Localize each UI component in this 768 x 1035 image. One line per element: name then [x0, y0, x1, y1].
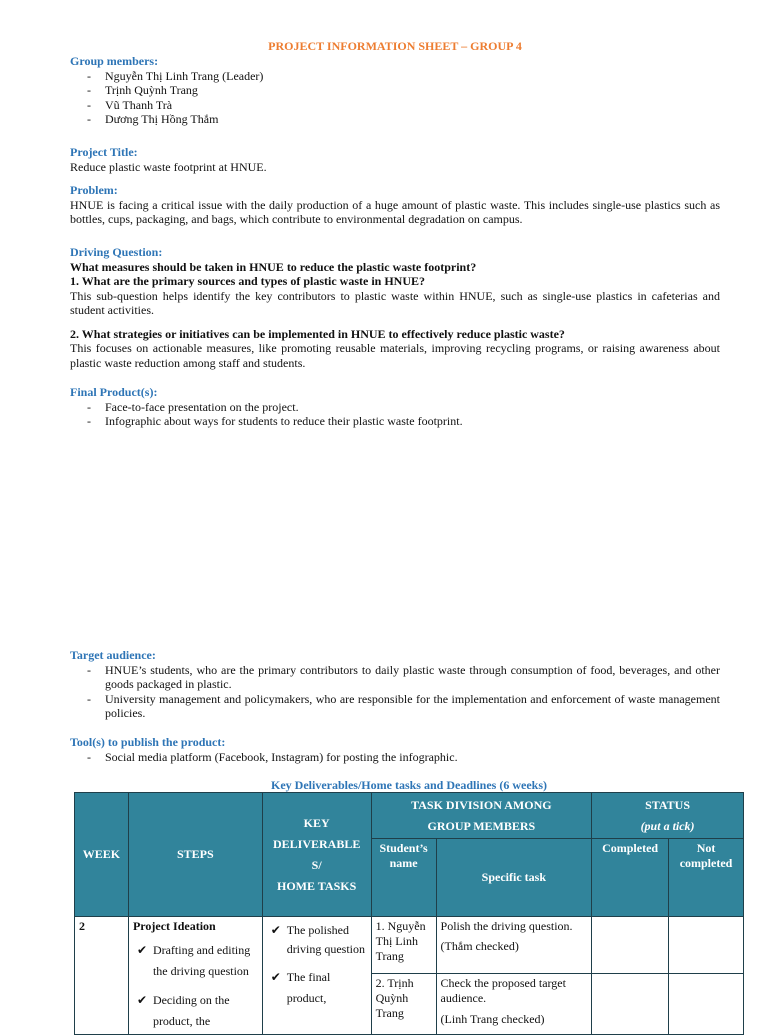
- completed-cell[interactable]: [592, 974, 669, 1035]
- table-title: Key Deliverables/Home tasks and Deadlines (6 weeks): [271, 778, 547, 792]
- sub-question-1-text: This sub-question helps identify the key contributors to plastic waste within HNUE, such as single-use plastics in cafeterias and student activities.: [70, 288, 720, 317]
- header-steps: STEPS: [128, 793, 262, 917]
- header-not-completed: Not completed: [669, 839, 744, 917]
- tools-section: [70, 735, 720, 764]
- deliverable-item: ✔ The final product,: [267, 967, 367, 1009]
- header-specific-task: Specific task: [436, 839, 592, 917]
- step-item: ✔ Drafting and editing the driving question: [133, 940, 258, 982]
- member-name-cell: 2. Trịnh Quỳnh Trang: [371, 974, 436, 1035]
- product-item: - Infographic about ways for students to reduce their plastic waste footprint.: [70, 414, 720, 429]
- member-task-cell: Check the proposed target audience. (Linh Trang checked): [436, 974, 592, 1035]
- sub-question-2-text: This focuses on actionable measures, like promoting reusable materials, improving recycling programs, or raising awareness about plastic waste reduction among staff and students.: [70, 341, 720, 370]
- header-key-deliverables: KEY DELIVERABLE S/ HOME TASKS: [262, 793, 371, 917]
- check-icon: ✔: [136, 993, 147, 1007]
- member-item: - Trịnh Quỳnh Trang: [70, 83, 720, 98]
- not-completed-cell[interactable]: [669, 917, 744, 974]
- audience-item: - University management and policymakers, who are responsible for the implementation and enforcement of waste management policies.: [70, 692, 720, 721]
- problem-heading: Problem:: [70, 183, 118, 197]
- deliverables-table: [74, 792, 744, 1035]
- driving-question-section: [70, 245, 720, 370]
- deliverables-cell: [262, 917, 371, 1035]
- project-title-section: [70, 145, 720, 174]
- tool-item: - Social media platform (Facebook, Instagram) for posting the infographic.: [70, 750, 720, 765]
- problem-section: [70, 183, 720, 227]
- audience-item: - HNUE’s students, who are the primary contributors to daily plastic waste through consumption of food, beverages, and other goods packaged in plastic.: [70, 663, 720, 692]
- group-members-heading: Group members:: [70, 54, 159, 68]
- member-task-cell: Polish the driving question. (Thắm checked): [436, 917, 592, 974]
- project-title-heading: Project Title:: [70, 145, 138, 159]
- member-item: - Nguyễn Thị Linh Trang (Leader): [70, 69, 720, 84]
- project-title-text: Reduce plastic waste footprint at HNUE.: [70, 159, 267, 174]
- week-cell: 2: [75, 917, 129, 1035]
- deliverable-item: ✔ The polished driving question: [270, 923, 366, 956]
- steps-cell: [128, 917, 262, 1035]
- completed-cell[interactable]: [592, 917, 669, 974]
- member-name-cell: 1. Nguyễn Thị Linh Trang: [371, 917, 436, 974]
- page-title: PROJECT INFORMATION SHEET – GROUP 4: [268, 39, 522, 53]
- step-title: Project Ideation: [132, 919, 216, 933]
- product-item: - Face-to-face presentation on the project.: [70, 400, 720, 415]
- not-completed-cell[interactable]: [669, 974, 744, 1035]
- final-products-section: [70, 385, 720, 429]
- header-week: WEEK: [75, 793, 129, 917]
- target-audience-section: [70, 648, 720, 721]
- header-task-division: TASK DIVISION AMONG GROUP MEMBERS: [371, 793, 592, 839]
- driving-question-main: What measures should be taken in HNUE to reduce the plastic waste footprint?: [70, 259, 477, 274]
- problem-text: HNUE is facing a critical issue with the daily production of a huge amount of plastic waste. This includes single-use plastics such as bottles, cups, packaging, and bags, which contribute to environmental degradation on campus.: [70, 197, 720, 226]
- target-audience-heading: Target audience:: [70, 648, 156, 662]
- header-student-name: Student’s name: [371, 839, 436, 917]
- step-item: ✔ Deciding on the product, the: [133, 990, 258, 1032]
- tools-heading: Tool(s) to publish the product:: [70, 735, 226, 749]
- member-item: - Vũ Thanh Trà: [70, 98, 720, 113]
- check-icon: ✔: [270, 923, 281, 937]
- check-icon: ✔: [270, 970, 281, 984]
- driving-question-heading: Driving Question:: [70, 245, 163, 259]
- header-status: STATUS (put a tick): [592, 793, 744, 839]
- check-icon: ✔: [136, 943, 147, 957]
- member-item: - Dương Thị Hồng Thắm: [70, 112, 720, 127]
- group-members-section: [70, 54, 720, 127]
- sub-question-2: 2. What strategies or initiatives can be implemented in HNUE to effectively reduce plastic waste?: [70, 326, 565, 341]
- header-completed: Completed: [592, 839, 669, 917]
- sub-question-1: 1. What are the primary sources and types of plastic waste in HNUE?: [70, 274, 425, 288]
- final-products-heading: Final Product(s):: [70, 385, 158, 399]
